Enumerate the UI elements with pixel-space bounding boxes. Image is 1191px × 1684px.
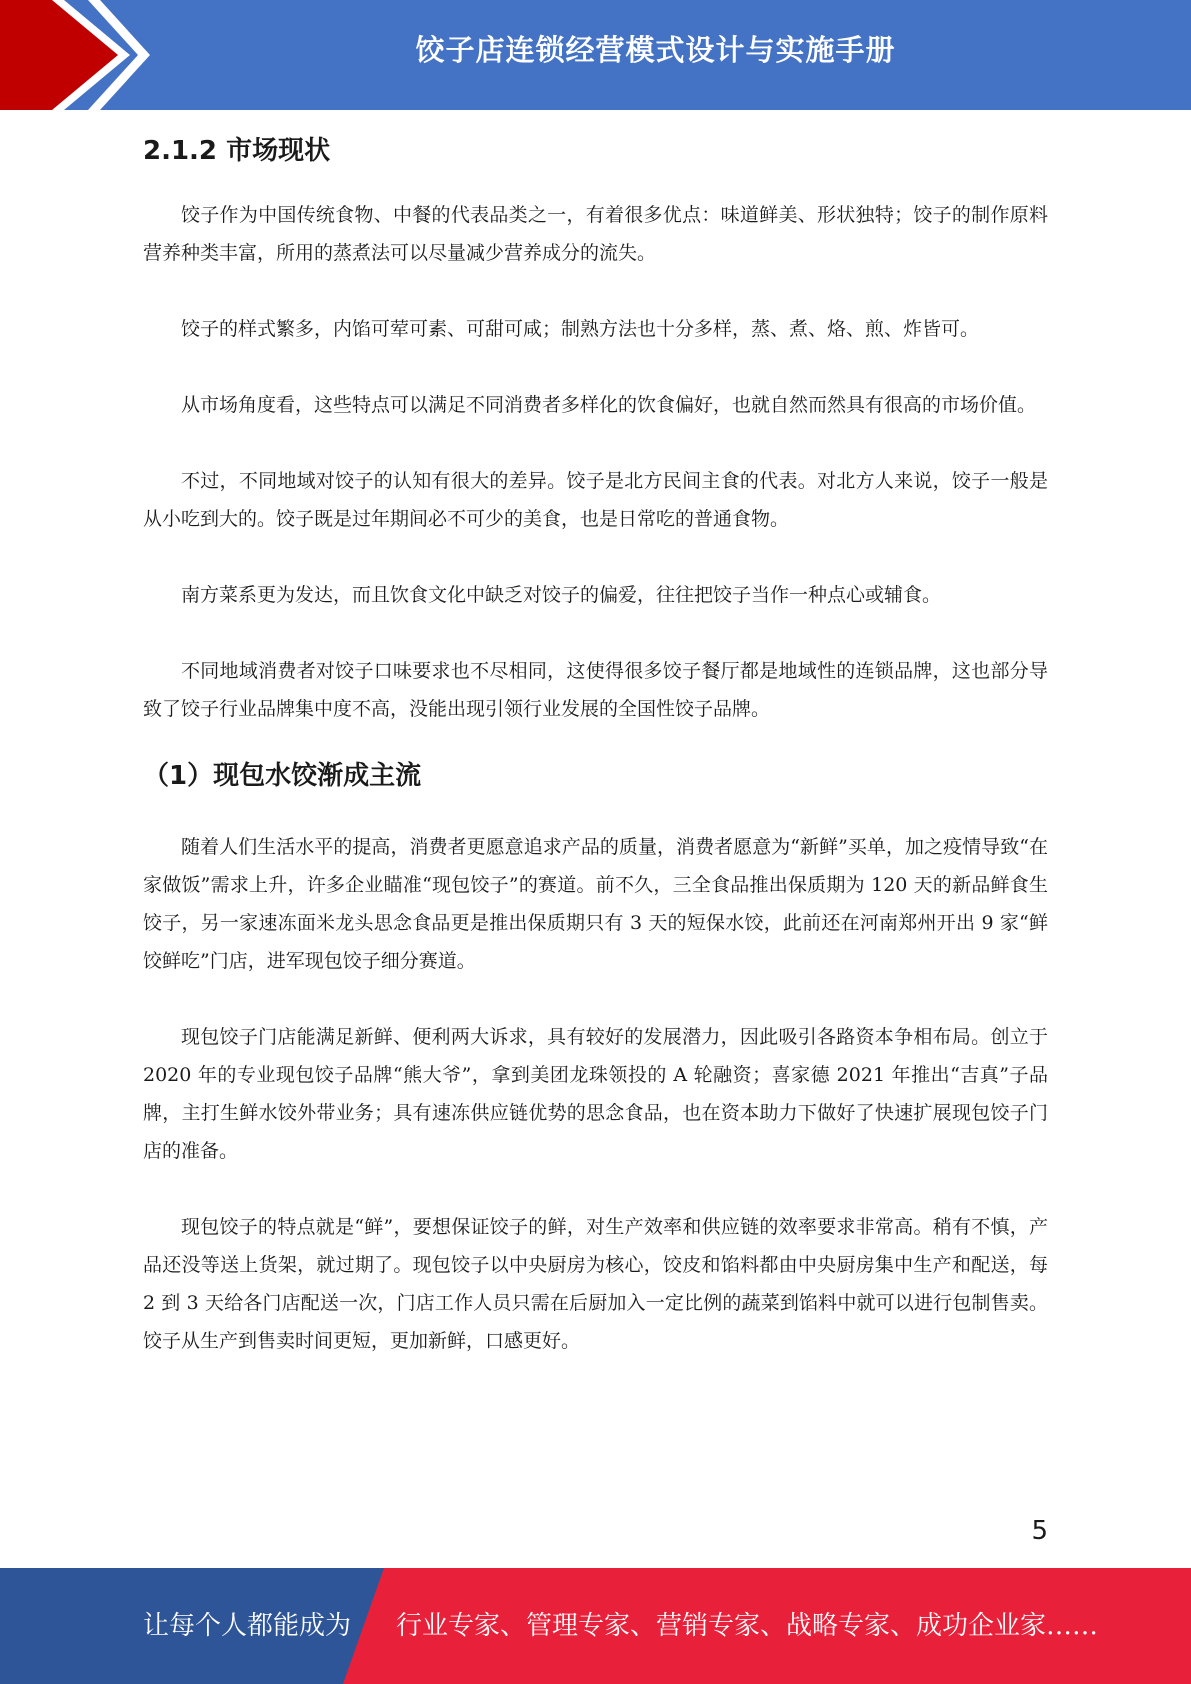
paragraph: 饺子的样式繁多，内馅可荤可素、可甜可咸；制熟方法也十分多样，蒸、煮、烙、煎、炸皆可。 (181, 318, 980, 340)
document-title: 饺子店连锁经营模式设计与实施手册 (415, 33, 896, 67)
chevron-arrow-icon (0, 0, 155, 110)
paragraph: 从市场角度看，这些特点可以满足不同消费者多样化的饮食偏好，也就自然而然具有很高的市场价值。 (181, 394, 1037, 416)
paragraph: 不过，不同地域对饺子的认知有很大的差异。饺子是北方民间主食的代表。对北方人来说，饺子一般是从小吃到大的。饺子既是过年期间必不可少的美食，也是日常吃的普通食物。 (143, 470, 1048, 530)
subsection-heading: （1）现包水饺渐成主流 (143, 761, 422, 791)
paragraph: 现包饺子的特点就是“鲜”，要想保证饺子的鲜，对生产效率和供应链的效率要求非常高。稍有不慎，产品还没等送上货架，就过期了。现包饺子以中央厨房为核心，饺皮和馅料都由中央厨房集中生产和配送，每 2 到 3 天给各门店配送一次，门店工作人员只需在后厨加入一定比例的蔬菜到馅料中就可以进行包制售卖。饺子从生产到售卖时间更短，更加新鲜，口感更好。 (143, 1216, 1048, 1352)
paragraph: 随着人们生活水平的提高，消费者更愿意追求产品的质量，消费者愿意为“新鲜”买单，加之疫情导致“在家做饭”需求上升，许多企业瞄准“现包饺子”的赛道。前不久，三全食品推出保质期为 120 天的新品鲜食生饺子，另一家速冻面米龙头思念食品更是推出保质期只有 3 天的短保水饺，此前还在河南郑州开出 9 家“鲜饺鲜吃”门店，进军现包饺子细分赛道。 (143, 836, 1048, 972)
paragraph: 饺子作为中国传统食物、中餐的代表品类之一，有着很多优点：味道鲜美、形状独特；饺子的制作原料营养种类丰富，所用的蒸煮法可以尽量减少营养成分的流失。 (143, 204, 1048, 264)
main-content (143, 128, 1048, 1360)
section-heading: 2.1.2 市场现状 (143, 136, 331, 166)
page-header (0, 0, 1191, 110)
footer-slogan-left: 让每个人都能成为 (143, 1611, 352, 1641)
paragraph: 不同地域消费者对饺子口味要求也不尽相同，这使得很多饺子餐厅都是地域性的连锁品牌，这也部分导致了饺子行业品牌集中度不高，没能出现引领行业发展的全国性饺子品牌。 (143, 660, 1048, 720)
footer-slogan-right: 行业专家、管理专家、营销专家、战略专家、成功企业家…… (396, 1611, 1099, 1641)
page-number: 5 (1031, 1516, 1048, 1546)
paragraph: 现包饺子门店能满足新鲜、便利两大诉求，具有较好的发展潜力，因此吸引各路资本争相布局。创立于 2020 年的专业现包饺子品牌“熊大爷”，拿到美团龙珠领投的 A 轮融资；喜家德 2021 年推出“吉真”子品牌，主打生鲜水饺外带业务；具有速冻供应链优势的思念食品，也在资本助力下做好了快速扩展现包饺子门店的准备。 (143, 1026, 1048, 1162)
paragraph: 南方菜系更为发达，而且饮食文化中缺乏对饺子的偏爱，往往把饺子当作一种点心或辅食。 (181, 584, 942, 606)
page-footer (0, 1568, 1191, 1684)
